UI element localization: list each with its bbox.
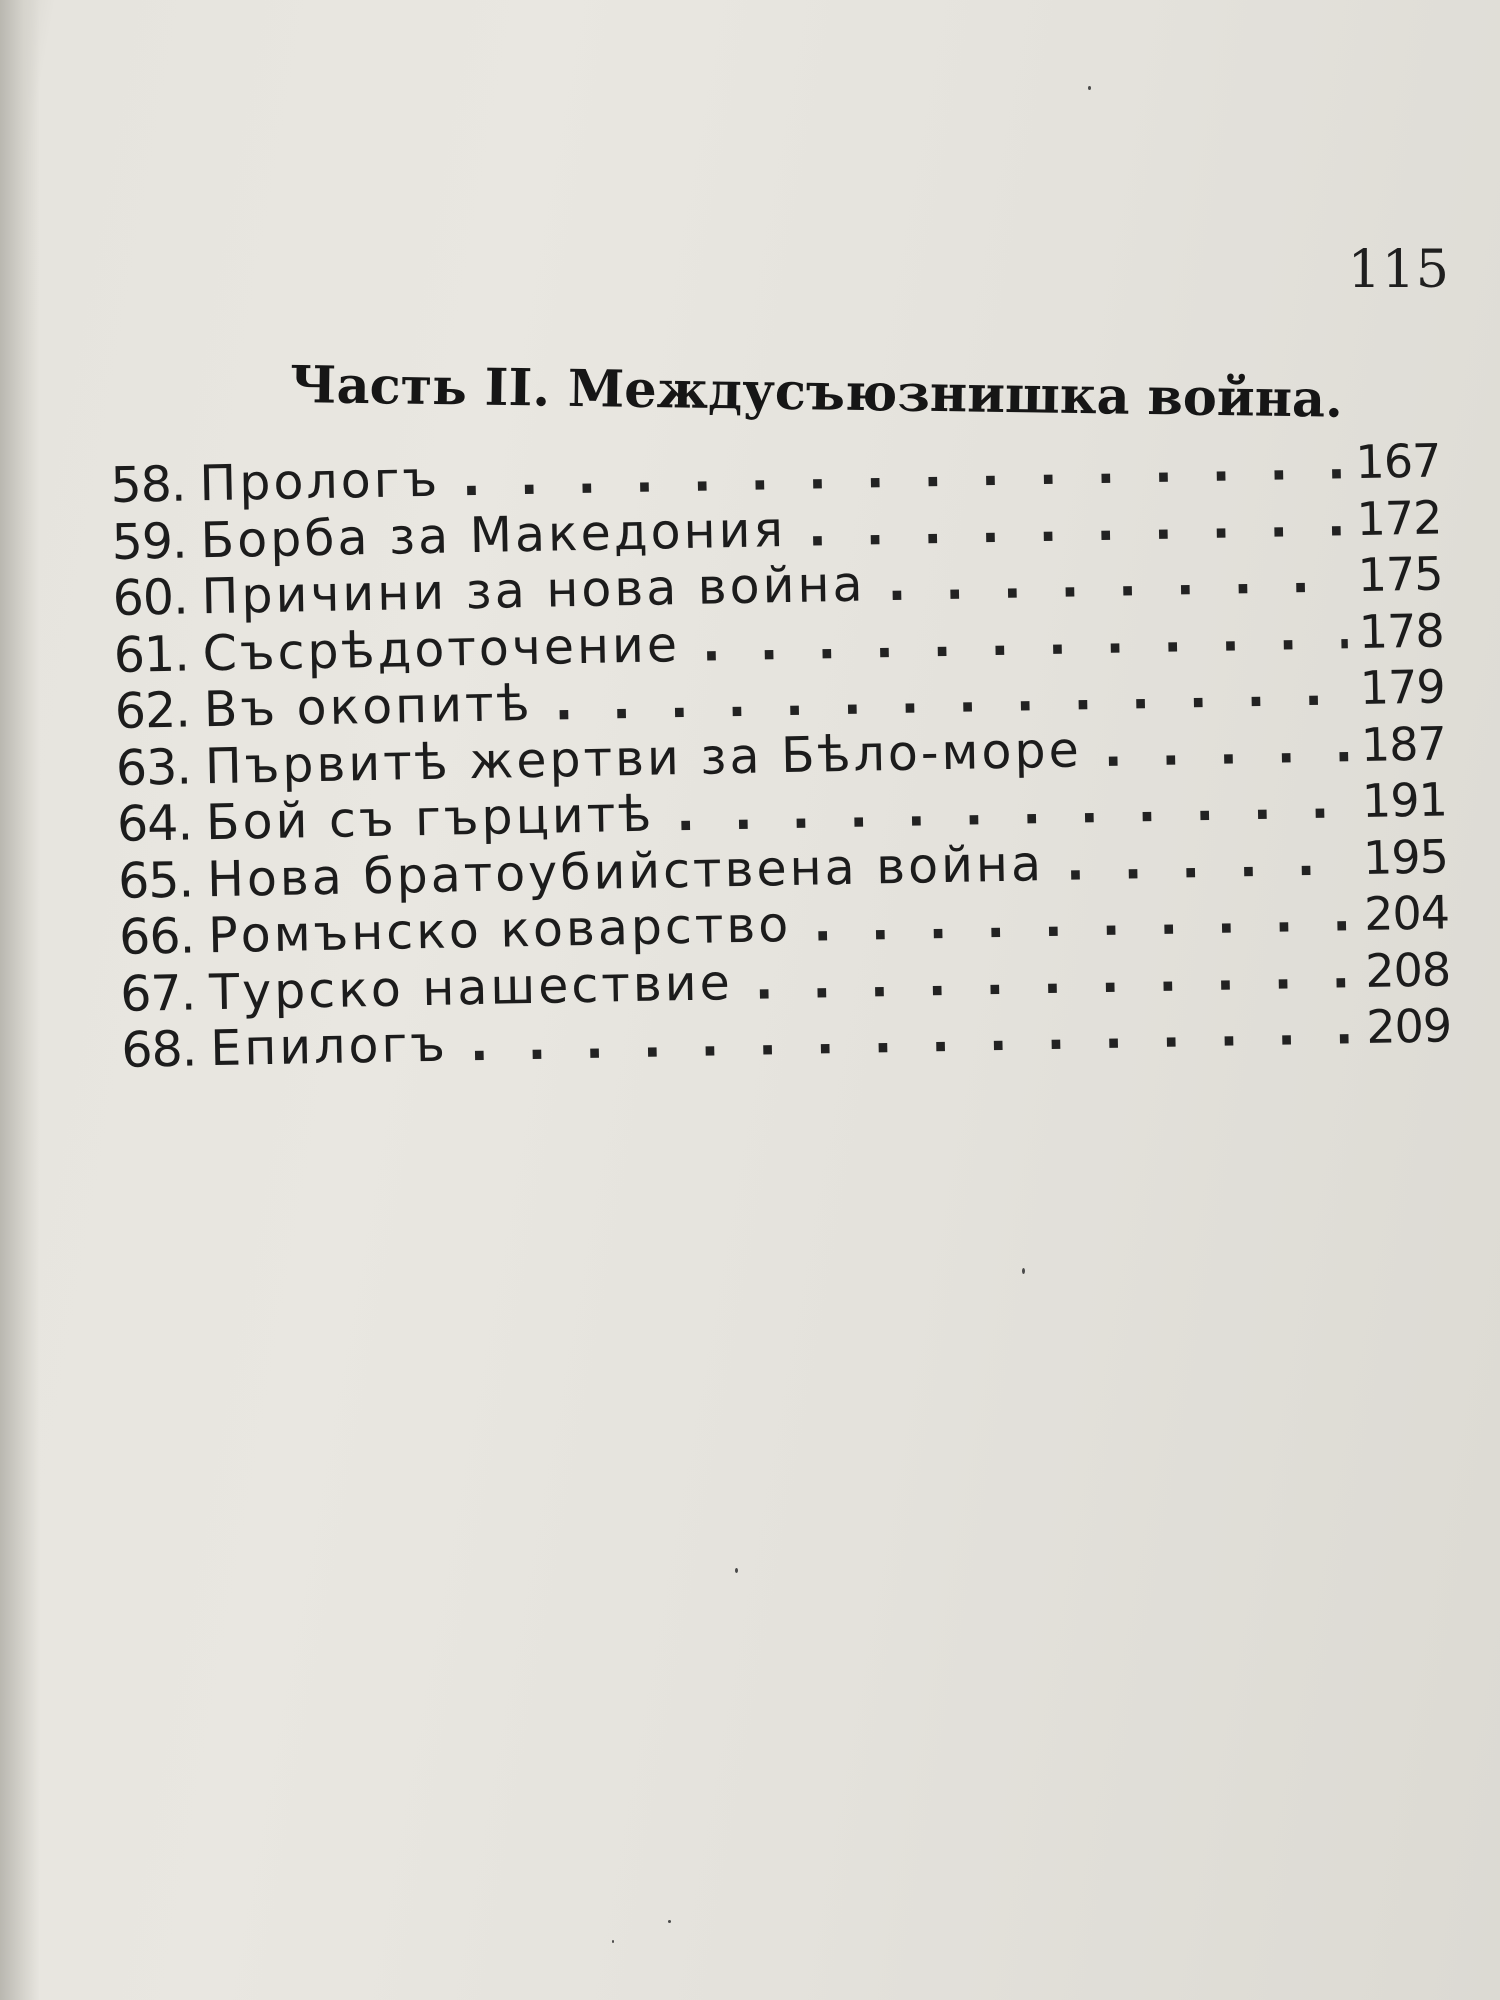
dot-leader xyxy=(887,547,1347,612)
toc-entry-title: Епилогъ xyxy=(209,1015,449,1078)
toc-entry-number: 58. xyxy=(109,455,186,514)
toc-entry-page: 172 xyxy=(1356,489,1442,546)
toc-entry-title: Причини за нова война xyxy=(201,555,867,626)
dot-leader xyxy=(807,491,1346,558)
paper-speck xyxy=(612,1940,614,1943)
binding-gutter-shadow xyxy=(0,0,40,2000)
toc-entry-page: 175 xyxy=(1357,546,1443,603)
toc-entry-title: Прологъ xyxy=(198,450,441,513)
dot-leader xyxy=(813,886,1354,953)
part-heading: Часть II. Междусъюзнишка война. xyxy=(289,355,1344,430)
toc-entry-page: 191 xyxy=(1361,772,1448,829)
toc-entry-page: 209 xyxy=(1365,998,1452,1054)
toc-entry-number: 67. xyxy=(119,963,196,1023)
toc-entry-page: 178 xyxy=(1358,602,1445,659)
toc-entry-title: Бой съ гърцитѣ xyxy=(205,785,655,852)
toc-entry-title: Първитѣ жертви за Бѣло-море xyxy=(204,720,1083,795)
toc-entry-page: 167 xyxy=(1354,433,1441,490)
toc-entry-title: Въ окопитѣ xyxy=(203,674,533,739)
paper-speck xyxy=(1088,86,1091,90)
toc-entry-number: 59. xyxy=(111,512,188,571)
toc-entry-title: Ромънско коварство xyxy=(207,896,792,965)
paper-speck xyxy=(668,1920,671,1923)
dot-leader xyxy=(1103,717,1350,778)
toc-entry-number: 65. xyxy=(117,850,194,910)
toc-entry-title: Съсрѣдоточение xyxy=(202,615,681,682)
table-of-contents xyxy=(110,432,1452,1079)
paper-speck xyxy=(735,1568,738,1573)
toc-entry-number: 66. xyxy=(118,907,195,966)
toc-entry-number: 60. xyxy=(112,568,189,627)
toc-entry-title: Нова братоубийствена война xyxy=(206,834,1045,908)
dot-leader xyxy=(1065,830,1352,892)
toc-entry-number: 61. xyxy=(113,625,190,684)
toc-entry-page: 179 xyxy=(1359,659,1446,716)
page-number: 115 xyxy=(1347,240,1450,300)
toc-entry-page: 195 xyxy=(1362,828,1449,885)
toc-entry-number: 68. xyxy=(120,1020,197,1079)
toc-entry-title: Борба за Македония xyxy=(199,500,787,569)
toc-entry-page: 187 xyxy=(1360,715,1447,772)
toc-entry-title: Турско нашествие xyxy=(208,953,734,1021)
toc-entry-number: 62. xyxy=(114,681,191,740)
toc-entry-page: 204 xyxy=(1363,885,1450,942)
paper-speck xyxy=(1022,1268,1025,1274)
toc-entry-number: 63. xyxy=(115,738,192,797)
toc-entry-number: 64. xyxy=(116,794,193,853)
toc-entry-page: 208 xyxy=(1364,941,1451,998)
